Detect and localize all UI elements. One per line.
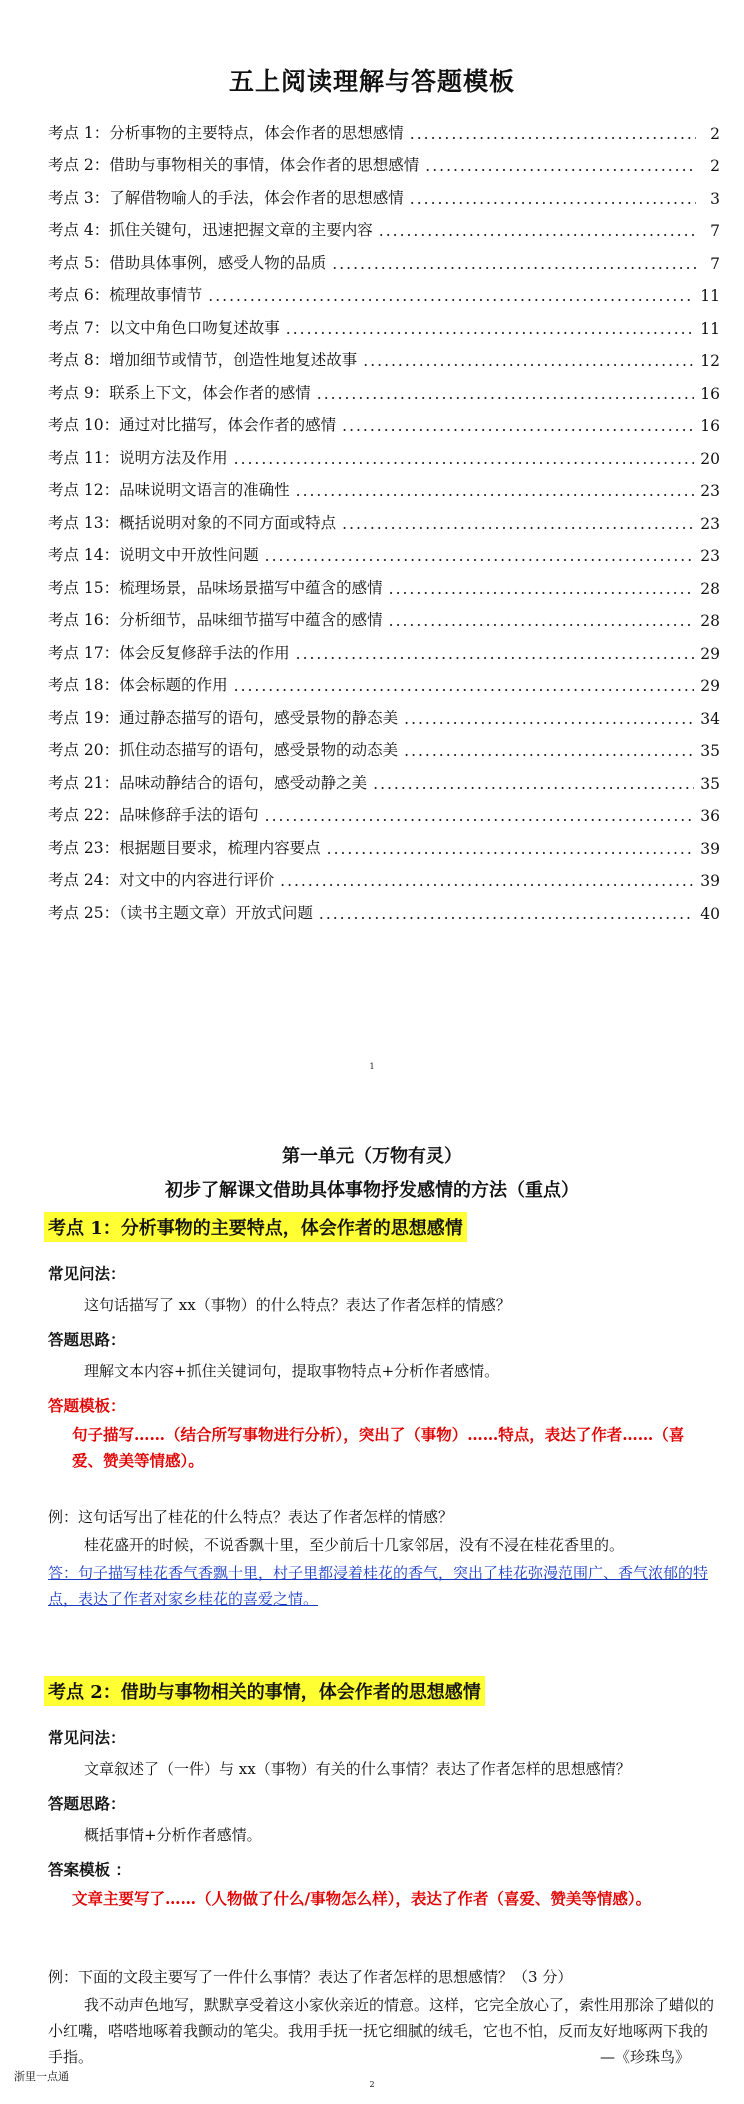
toc-entry-page: 28 [700, 579, 720, 598]
toc-entry-label: 考点 22：品味修辞手法的语句 [48, 806, 259, 824]
toc-entry-page: 23 [700, 514, 720, 533]
toc-entry-label: 考点 13：概括说明对象的不同方面或特点 [48, 513, 337, 532]
toc-leader-dots [389, 580, 695, 594]
point1-question-text: 这句话描写了 xx（事物）的什么特点？表达了作者怎样的情感？ [84, 1296, 511, 1314]
toc-entry-label: 考点 21：品味动静结合的语句，感受动静之美 [48, 773, 368, 792]
toc-entry[interactable] [48, 890, 720, 923]
toc-entry-label: 考点 11：说明方法及作用 [48, 448, 228, 467]
toc-leader-dots [363, 352, 694, 366]
table-of-contents [48, 110, 720, 923]
toc-entry-label: 考点 3：了解借物喻人的手法，体会作者的思想感情 [48, 188, 404, 207]
toc-entry[interactable] [48, 208, 720, 241]
toc-entry-label: 考点 6：梳理故事情节 [48, 286, 203, 304]
point2-example-text: 我不动声色地写，默默享受着这小家伙亲近的情意。这样，它完全放心了，索性用那涂了蜡似的小红嘴，嗒嗒地啄着我颤动的笔尖。我用手抚一抚它细腻的绒毛，它也不怕，反而友好地啄两下我的手指。 [48, 1996, 715, 2066]
toc-entry[interactable] [48, 793, 720, 826]
toc-leader-dots [342, 515, 694, 529]
point1-example-text: 桂花盛开的时候，不说香飘十里，至少前后十几家邻居，没有不浸在桂花香里的。 [84, 1536, 625, 1554]
toc-entry-label: 考点 25：（读书主题文章）开放式问题 [48, 903, 313, 922]
toc-entry[interactable] [48, 370, 720, 403]
toc-entry-page: 34 [700, 709, 720, 728]
toc-entry-page: 2 [710, 157, 720, 175]
toc-leader-dots [296, 645, 695, 659]
toc-entry-page: 23 [700, 482, 720, 500]
toc-entry-page: 7 [710, 222, 720, 240]
toc-entry-page: 39 [700, 872, 720, 890]
point1-template-text: 句子描写……（结合所写事物进行分析），突出了（事物）……特点，表达了作者……（喜爱、赞美等情感）。 [72, 1425, 685, 1470]
page-title: 五上阅读理解与答题模板 [228, 67, 515, 96]
toc-entry-label: 考点 16：分析细节，品味细节描写中蕴含的感情 [48, 611, 383, 629]
toc-entry-label: 考点 23：根据题目要求，梳理内容要点 [48, 838, 321, 857]
toc-entry-page: 36 [700, 807, 720, 825]
toc-entry-label: 考点 19：通过静态描写的语句，感受景物的静态美 [48, 708, 399, 727]
toc-entry-page: 29 [700, 644, 720, 663]
toc-entry-page: 35 [700, 774, 720, 793]
toc-leader-dots [208, 287, 694, 301]
point1-idea-text: 理解文本内容+抓住关键词句，提取事物特点+分析作者感情。 [84, 1362, 500, 1380]
page-number: 1 [369, 1062, 375, 1071]
point2-template-label: 答案模板 ： [48, 1860, 131, 1879]
toc-entry[interactable] [48, 630, 720, 663]
toc-leader-dots [373, 775, 694, 789]
point1-question-label: 常见问法： [48, 1264, 126, 1283]
point1-example-question: 例：这句话写出了桂花的什么特点？表达了作者怎样的情感？ [48, 1508, 454, 1526]
unit-subtitle: 初步了解课文借助具体事物抒发感情的方法（重点） [165, 1180, 579, 1201]
point2-question-label: 常见问法： [48, 1728, 126, 1747]
toc-leader-dots [317, 385, 694, 399]
toc-entry-page: 2 [710, 124, 720, 143]
point1-template-label: 答题模板： [48, 1396, 126, 1415]
toc-entry-page: 39 [700, 839, 720, 858]
toc-entry[interactable] [48, 728, 720, 761]
toc-leader-dots [280, 872, 694, 886]
point2-template-text: 文章主要写了……（人物做了什么/事物怎么样），表达了作者（喜爱、赞美等情感）。 [72, 1889, 652, 1908]
toc-leader-dots [404, 742, 694, 756]
toc-entry[interactable] [48, 175, 720, 208]
toc-entry-page: 29 [700, 677, 720, 695]
toc-entry[interactable] [48, 533, 720, 566]
toc-entry-label: 考点 9：联系上下文，体会作者的感情 [48, 383, 311, 402]
point2-idea-text: 概括事情+分析作者感情。 [84, 1826, 262, 1844]
toc-entry[interactable] [48, 240, 720, 273]
toc-entry-label: 考点 18：体会标题的作用 [48, 676, 228, 694]
toc-entry[interactable] [48, 663, 720, 696]
unit-title: 第一单元（万物有灵） [282, 1146, 462, 1167]
toc-leader-dots [410, 125, 696, 139]
toc-leader-dots [319, 905, 694, 919]
toc-entry-label: 考点 7：以文中角色口吻复述故事 [48, 318, 280, 337]
toc-leader-dots [379, 222, 696, 236]
toc-leader-dots [404, 710, 694, 724]
toc-entry[interactable] [48, 500, 720, 533]
toc-entry-label: 考点 15：梳理场景，品味场景描写中蕴含的感情 [48, 578, 383, 597]
toc-entry[interactable] [48, 598, 720, 631]
toc-entry-label: 考点 1：分析事物的主要特点，体会作者的思想感情 [48, 123, 404, 142]
toc-entry[interactable] [48, 565, 720, 598]
toc-entry-page: 11 [700, 287, 720, 305]
toc-leader-dots [425, 157, 696, 171]
toc-entry-label: 考点 4：抓住关键句，迅速把握文章的主要内容 [48, 221, 373, 239]
footer-brand: 浙里一点通 [14, 2070, 69, 2083]
toc-entry[interactable] [48, 110, 720, 143]
point2-idea-label: 答题思路： [48, 1794, 126, 1813]
toc-leader-dots [296, 482, 695, 496]
toc-entry-label: 考点 12：品味说明文语言的准确性 [48, 481, 290, 499]
point2-source: —《珍珠鸟》 [600, 2048, 691, 2066]
toc-entry-page: 28 [700, 612, 720, 630]
toc-entry-label: 考点 14：说明文中开放性问题 [48, 546, 259, 564]
toc-entry-label: 考点 5：借助具体事例，感受人物的品质 [48, 253, 327, 272]
toc-entry-page: 7 [710, 254, 720, 273]
toc-entry-label: 考点 17：体会反复修辞手法的作用 [48, 643, 290, 662]
toc-entry[interactable] [48, 435, 720, 468]
toc-leader-dots [234, 677, 695, 691]
toc-entry[interactable] [48, 468, 720, 501]
point1-answer: 答：句子描写桂花香气香飘十里，村子里都浸着桂花的香气，突出了桂花弥漫范围广、香气浓郁的特点，表达了作者对家乡桂花的喜爱之情。 [48, 1564, 709, 1608]
toc-entry-label: 考点 24：对文中的内容进行评价 [48, 871, 275, 889]
toc-entry-page: 12 [700, 352, 720, 370]
toc-entry-page: 35 [700, 742, 720, 760]
toc-entry[interactable] [48, 305, 720, 338]
toc-leader-dots [332, 255, 696, 269]
toc-leader-dots [265, 547, 695, 561]
toc-entry[interactable] [48, 858, 720, 891]
point2-example-question: 例：下面的文段主要写了一件什么事情？表达了作者怎样的思想感情？（3 分） [48, 1968, 573, 1986]
toc-entry-page: 23 [700, 547, 720, 565]
toc-entry-page: 16 [700, 384, 720, 403]
toc-entry-label: 考点 10：通过对比描写，体会作者的感情 [48, 416, 337, 434]
toc-leader-dots [342, 417, 694, 431]
toc-entry[interactable] [48, 403, 720, 436]
toc-leader-dots [286, 320, 694, 334]
toc-entry-page: 11 [700, 319, 720, 338]
toc-entry-label: 考点 20：抓住动态描写的语句，感受景物的动态美 [48, 741, 399, 759]
point2-question-text: 文章叙述了（一件）与 xx（事物）有关的什么事情？表达了作者怎样的思想感情？ [84, 1760, 631, 1778]
toc-leader-dots [410, 190, 696, 204]
toc-entry-page: 3 [710, 189, 720, 208]
toc-entry-label: 考点 8：增加细节或情节，创造性地复述故事 [48, 351, 358, 369]
toc-entry[interactable] [48, 338, 720, 371]
point1-idea-label: 答题思路： [48, 1330, 126, 1349]
toc-leader-dots [389, 612, 695, 626]
point1-heading: 考点 1：分析事物的主要特点，体会作者的思想感情 [44, 1212, 467, 1242]
point2-heading: 考点 2：借助与事物相关的事情，体会作者的思想感情 [44, 1676, 485, 1706]
toc-entry-label: 考点 2：借助与事物相关的事情，体会作者的思想感情 [48, 156, 420, 174]
toc-leader-dots [265, 807, 695, 821]
page-number: 2 [369, 2080, 375, 2089]
toc-entry-page: 40 [700, 904, 720, 923]
toc-entry[interactable] [48, 273, 720, 306]
toc-entry[interactable] [48, 143, 720, 176]
toc-leader-dots [234, 450, 695, 464]
toc-entry[interactable] [48, 760, 720, 793]
toc-entry[interactable] [48, 695, 720, 728]
toc-leader-dots [327, 840, 695, 854]
toc-entry-page: 20 [700, 449, 720, 468]
toc-entry[interactable] [48, 825, 720, 858]
toc-entry-page: 16 [700, 417, 720, 435]
